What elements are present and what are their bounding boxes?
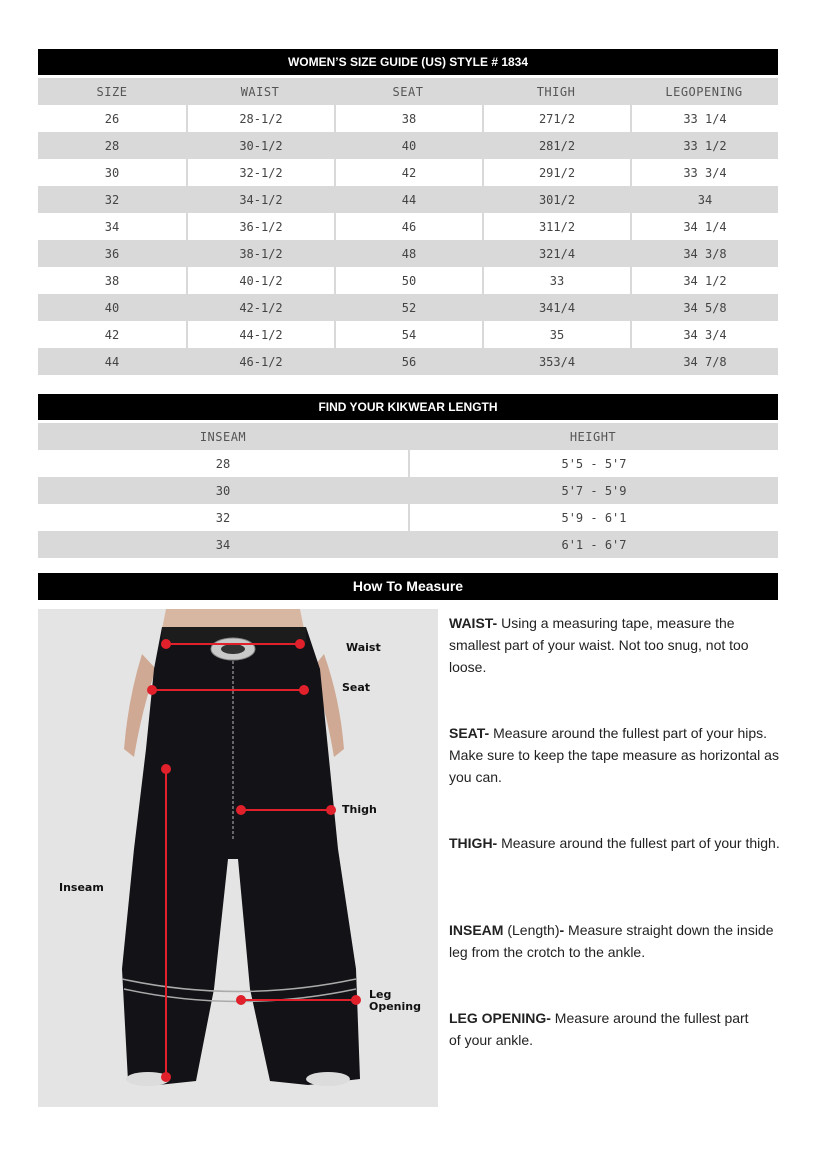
cell-thigh: 311/2 <box>482 213 630 240</box>
table-row <box>38 213 778 240</box>
cell-waist: 28-1/2 <box>186 105 334 132</box>
cell-waist: 38-1/2 <box>186 240 334 267</box>
cell-height: 5'7 - 5'9 <box>408 477 778 504</box>
cell-thigh: 271/2 <box>482 105 630 132</box>
cell-height: 5'5 - 5'7 <box>408 450 778 477</box>
size-guide-title: WOMEN’S SIZE GUIDE (US) STYLE # 1834 <box>38 49 778 75</box>
col-header-thigh: THIGH <box>482 78 630 105</box>
waist-line-end-dot <box>296 640 304 648</box>
instruction-thigh <box>449 832 784 854</box>
cell-thigh: 353/4 <box>482 348 630 375</box>
label-waist: Waist <box>346 641 381 654</box>
cell-size: 30 <box>38 159 186 186</box>
extra-inseam: (Length) <box>503 922 560 938</box>
keyword-seat: SEAT- <box>449 725 490 741</box>
table-row <box>38 294 778 321</box>
cell-size: 44 <box>38 348 186 375</box>
cell-seat: 54 <box>334 321 482 348</box>
text-seat: Measure around the fullest part of your hips. Make sure to keep the tape measure as horizontal as you can. <box>449 725 779 785</box>
cell-seat: 46 <box>334 213 482 240</box>
keyword-waist: WAIST- <box>449 615 498 631</box>
instruction-leg-opening <box>449 1007 759 1051</box>
col-header-seat: SEAT <box>334 78 482 105</box>
cell-legopening: 34 1/4 <box>630 213 778 240</box>
cell-seat: 44 <box>334 186 482 213</box>
keyword-inseam: INSEAM <box>449 922 504 938</box>
instruction-seat <box>449 722 784 788</box>
cell-legopening: 33 1/2 <box>630 132 778 159</box>
torso-shape <box>162 609 304 629</box>
cell-size: 36 <box>38 240 186 267</box>
table-row <box>38 132 778 159</box>
right-shoe <box>306 1072 350 1086</box>
cell-seat: 40 <box>334 132 482 159</box>
cell-thigh: 33 <box>482 267 630 294</box>
measurement-photo <box>38 609 438 1107</box>
table-row <box>38 504 778 531</box>
keyword-leg-opening: LEG OPENING- <box>449 1010 551 1026</box>
cell-size: 38 <box>38 267 186 294</box>
label-thigh: Thigh <box>342 803 377 816</box>
thigh-line-end-dot <box>327 806 335 814</box>
cell-legopening: 34 <box>630 186 778 213</box>
cell-height: 6'1 - 6'7 <box>408 531 778 558</box>
cell-size: 26 <box>38 105 186 132</box>
cell-legopening: 34 7/8 <box>630 348 778 375</box>
cell-thigh: 35 <box>482 321 630 348</box>
cell-thigh: 281/2 <box>482 132 630 159</box>
cell-seat: 52 <box>334 294 482 321</box>
cell-size: 42 <box>38 321 186 348</box>
cell-waist: 32-1/2 <box>186 159 334 186</box>
cell-height: 5'9 - 6'1 <box>408 504 778 531</box>
cell-waist: 40-1/2 <box>186 267 334 294</box>
text-thigh: Measure around the fullest part of your thigh. <box>497 835 780 851</box>
cell-inseam: 30 <box>38 477 408 504</box>
table-row <box>38 159 778 186</box>
leg-opening-line-end-dot <box>352 996 360 1004</box>
cell-seat: 42 <box>334 159 482 186</box>
text-inseam: Measure straight down the inside leg from the crotch to the ankle. <box>449 922 774 960</box>
table-row <box>38 105 778 132</box>
cell-thigh: 301/2 <box>482 186 630 213</box>
cell-waist: 42-1/2 <box>186 294 334 321</box>
cell-inseam: 34 <box>38 531 408 558</box>
cell-legopening: 34 3/4 <box>630 321 778 348</box>
measurement-diagram <box>38 609 438 1107</box>
how-to-measure-title: How To Measure <box>38 573 778 600</box>
table-row <box>38 348 778 375</box>
table-header-row <box>38 423 778 450</box>
cell-thigh: 291/2 <box>482 159 630 186</box>
seat-line-end-dot <box>300 686 308 694</box>
cell-waist: 44-1/2 <box>186 321 334 348</box>
cell-waist: 36-1/2 <box>186 213 334 240</box>
col-header-size: SIZE <box>38 78 186 105</box>
cell-seat: 38 <box>334 105 482 132</box>
length-guide-title: FIND YOUR KIKWEAR LENGTH <box>38 394 778 420</box>
cell-legopening: 34 1/2 <box>630 267 778 294</box>
cell-seat: 50 <box>334 267 482 294</box>
label-seat: Seat <box>342 681 371 694</box>
seat-line-start-dot <box>148 686 156 694</box>
cell-inseam: 32 <box>38 504 408 531</box>
table-row <box>38 186 778 213</box>
cell-size: 40 <box>38 294 186 321</box>
instruction-waist <box>449 612 784 678</box>
cell-legopening: 33 3/4 <box>630 159 778 186</box>
cell-inseam: 28 <box>38 450 408 477</box>
col-header-waist: WAIST <box>186 78 334 105</box>
cell-thigh: 341/4 <box>482 294 630 321</box>
belt-buckle-center <box>221 644 245 654</box>
col-header-height: HEIGHT <box>408 423 778 450</box>
dash-inseam: - <box>559 922 565 938</box>
table-row <box>38 477 778 504</box>
cell-waist: 34-1/2 <box>186 186 334 213</box>
cell-thigh: 321/4 <box>482 240 630 267</box>
cell-legopening: 33 1/4 <box>630 105 778 132</box>
col-header-legopening: LEGOPENING <box>630 78 778 105</box>
cell-size: 28 <box>38 132 186 159</box>
inseam-line-start-dot <box>162 765 170 773</box>
leg-opening-line-start-dot <box>237 996 245 1004</box>
cell-size: 32 <box>38 186 186 213</box>
cell-waist: 46-1/2 <box>186 348 334 375</box>
waist-line-start-dot <box>162 640 170 648</box>
table-row <box>38 267 778 294</box>
table-header-row <box>38 78 778 105</box>
cell-size: 34 <box>38 213 186 240</box>
cell-seat: 48 <box>334 240 482 267</box>
col-header-inseam: INSEAM <box>38 423 408 450</box>
inseam-line-end-dot <box>162 1073 170 1081</box>
cell-seat: 56 <box>334 348 482 375</box>
instruction-inseam <box>449 919 784 963</box>
cell-waist: 30-1/2 <box>186 132 334 159</box>
label-inseam: Inseam <box>59 881 104 894</box>
cell-legopening: 34 3/8 <box>630 240 778 267</box>
label-leg: Leg <box>369 988 392 1001</box>
keyword-thigh: THIGH- <box>449 835 498 851</box>
length-guide-table <box>38 423 778 558</box>
thigh-line-start-dot <box>237 806 245 814</box>
text-leg-opening: Measure around the fullest part of your ankle. <box>449 1010 749 1048</box>
label-opening: Opening <box>369 1000 421 1013</box>
table-row <box>38 531 778 558</box>
size-guide-table <box>38 78 778 375</box>
table-row <box>38 321 778 348</box>
table-row <box>38 450 778 477</box>
text-waist: Using a measuring tape, measure the smallest part of your waist. Not too snug, not too loose. <box>449 615 749 675</box>
table-row <box>38 240 778 267</box>
cell-legopening: 34 5/8 <box>630 294 778 321</box>
